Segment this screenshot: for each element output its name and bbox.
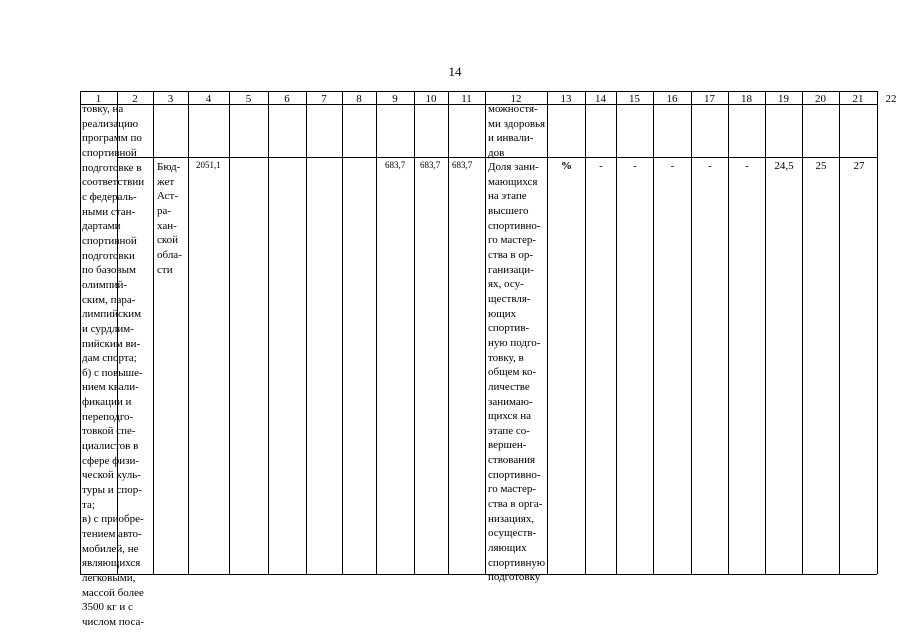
column-header-9: 9 — [392, 93, 398, 105]
column-header-17: 17 — [704, 93, 715, 105]
column-header-12: 12 — [510, 93, 522, 105]
column-border-4 — [229, 91, 230, 574]
column-border-10 — [448, 91, 449, 574]
column-header-3: 3 — [167, 93, 174, 105]
year-2020-value: 683,7 — [420, 160, 441, 170]
column-header-18: 18 — [741, 93, 752, 105]
column-header-1: 1 — [95, 93, 102, 105]
col21-value: 25 — [815, 160, 827, 172]
column-header-22: 22 — [885, 93, 897, 105]
column-border-5 — [268, 91, 269, 574]
column-border-6 — [306, 91, 307, 574]
column-header-5: 5 — [245, 93, 252, 105]
indicator-name-cell: Доля зани- мающихся на этапе высшего спортивно- го мастер- ства в ор- ганизаци- ях, осу- ществля- ющих спортив- ную подго- товку, в общем ко- личестве занимаю- щихся на этапе со- вершен- ствования спортивно- го мастер- ства в орга- низациях, осуществ- ляющих спортивную подготовку — [488, 161, 546, 584]
col18-value: - — [708, 160, 712, 172]
column-border-0 — [80, 91, 81, 574]
page-number: 14 — [448, 64, 462, 79]
table-bottom-border — [80, 574, 877, 575]
column-header-11: 11 — [461, 93, 472, 105]
column-border-11 — [485, 91, 486, 574]
year-2021-value: 683,7 — [452, 160, 473, 170]
row-description-cell: товку, на реализацию программ по спортивной подготовке в соответствии с федераль- ными стан- дартами спортивной подготовки по базовым олимпий- ским, пара- лимпийским и сурдлим- пийским ви- дам спорта; б) с повыше- нием квали- фикации и переподго- товкой спе- циалистов в сфере физи- ческой куль- туры и спор- та; в) с приобре- тением авто- мобилей, не являющихся легковыми, массой более 3500 кг и с числом поса- — [82, 103, 145, 628]
column-header-4: 4 — [205, 93, 212, 105]
column-header-20: 20 — [815, 93, 826, 105]
column-header-10: 10 — [425, 93, 437, 105]
unit-value: % — [561, 160, 572, 172]
column-header-15: 15 — [629, 93, 640, 105]
column-border-8 — [376, 91, 377, 574]
col20-value: 24,5 — [774, 160, 794, 172]
column-header-16: 16 — [666, 93, 678, 105]
column-header-6: 6 — [284, 93, 290, 105]
year-2019-value: 683,7 — [385, 160, 406, 170]
funding-source-cell: Бюд- жет Аст- ра- хан- ской обла- сти — [157, 161, 182, 276]
column-header-2: 2 — [132, 93, 138, 105]
total-amount-value: 2051,1 — [196, 160, 221, 170]
col19-value: - — [745, 160, 749, 172]
column-header-8: 8 — [356, 93, 362, 105]
column-header-19: 19 — [778, 93, 789, 105]
col15-value: - — [599, 160, 603, 172]
col22-value: 27 — [853, 160, 865, 172]
column-border-3 — [188, 91, 189, 574]
column-border-9 — [414, 91, 415, 574]
column-border-7 — [342, 91, 343, 574]
col16-value: - — [633, 160, 637, 172]
column-header-21: 21 — [852, 93, 864, 105]
table-top-border — [80, 91, 877, 92]
column-header-13: 13 — [560, 93, 572, 105]
column-header-14: 14 — [595, 93, 606, 105]
indicator-continued-cell: можностя- ми здоровья и инвали- дов — [488, 103, 546, 159]
col17-value: - — [670, 160, 675, 172]
column-header-7: 7 — [321, 93, 327, 105]
